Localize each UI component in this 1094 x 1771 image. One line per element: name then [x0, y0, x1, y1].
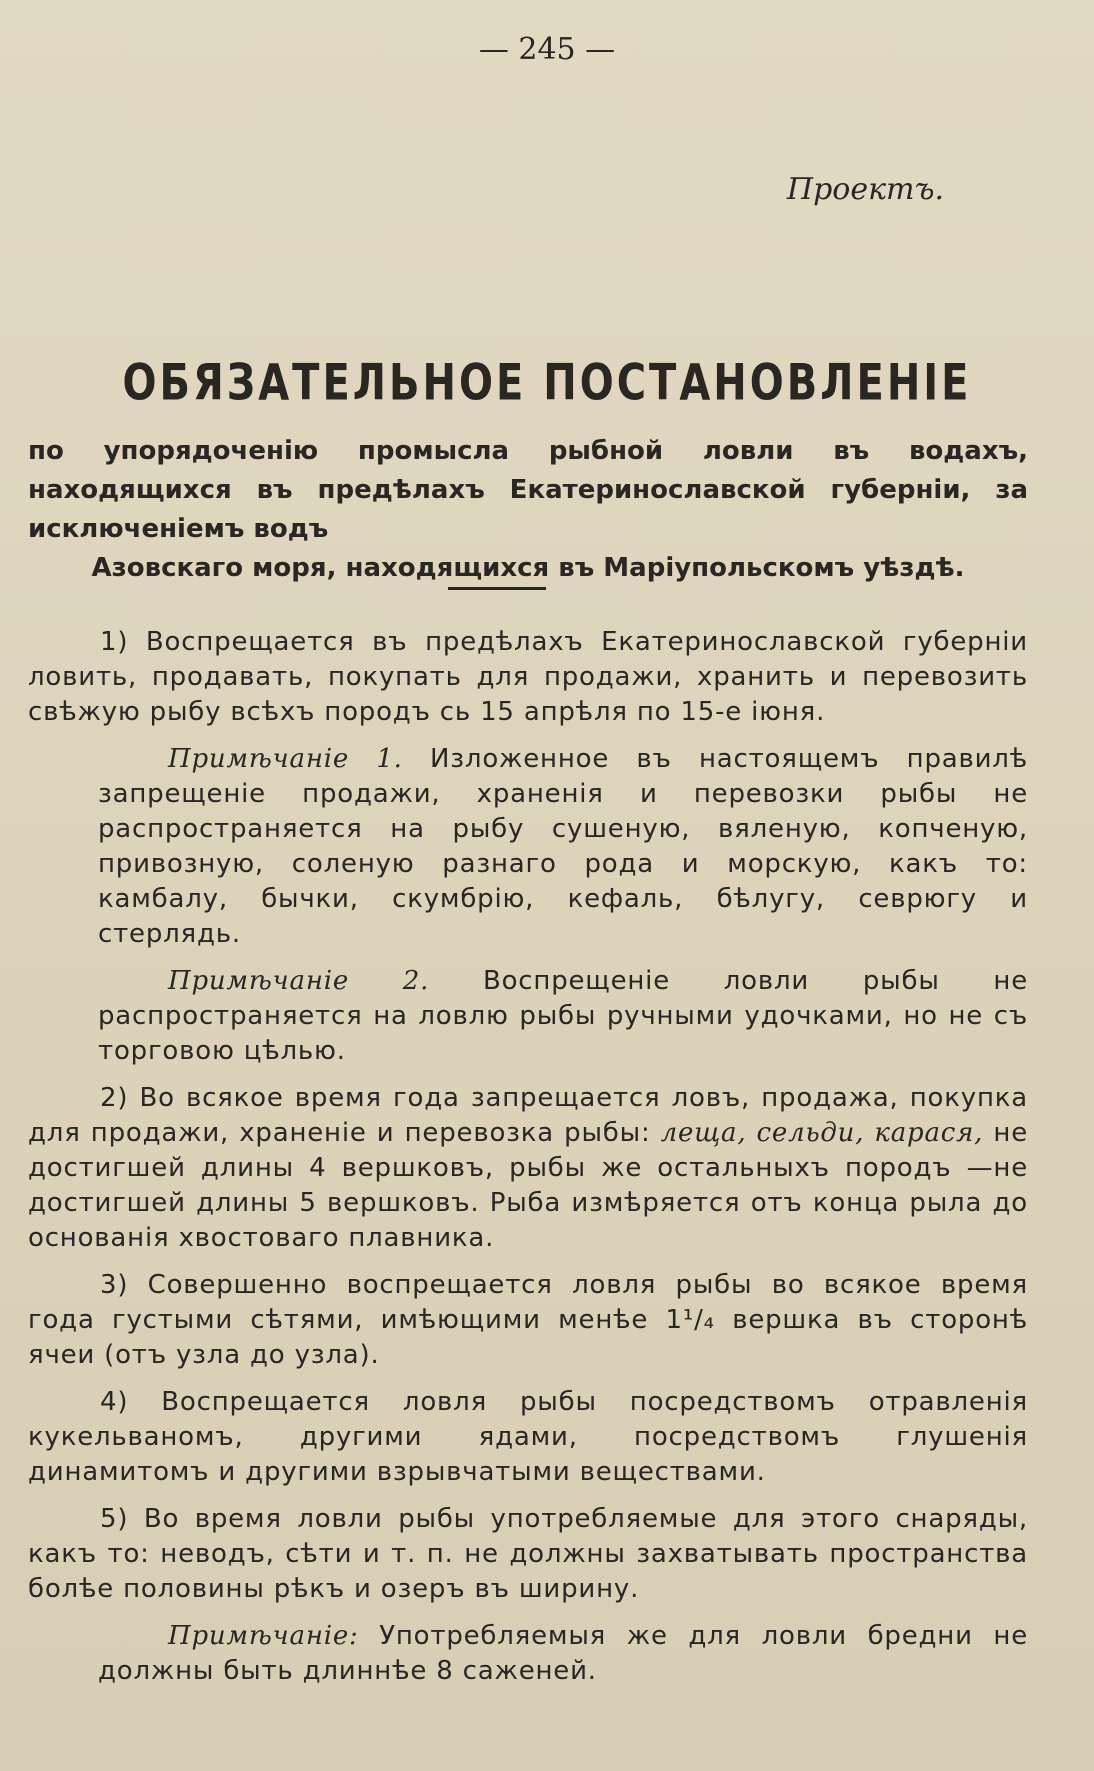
paragraph-2-start: 2) Во всякое время года запрещается ловъ, продажа, покупка для продажи, храненіе и перевозка рыбы: [28, 1083, 1028, 1148]
document-body [28, 625, 1028, 1701]
page-number: — 245 — [478, 32, 616, 67]
paragraph-2-fish: леща, сельди, карася, [660, 1118, 984, 1148]
note-2 [98, 964, 1028, 1069]
paragraph-3: 3) Совершенно воспрещается ловля рыбы во всякое время года густыми сѣтями, имѣющими менѣе 1¹/₄ вершка въ сторонѣ ячеи (отъ узла до узла). [28, 1270, 1028, 1370]
note-2-text: Воспрещеніе ловли рыбы не распространяется на ловлю рыбы ручными удочками, но не съ торговою цѣлью. [98, 966, 1028, 1066]
paragraph-2 [28, 1081, 1028, 1256]
document-subtitle [28, 432, 1028, 588]
paragraph-5: 5) Во время ловли рыбы употребляемые для этого снаряды, какъ то: неводъ, сѣти и т. п. не должны захватывать пространства болѣе половины рѣкъ и озеръ въ ширину. [28, 1504, 1028, 1604]
note-1-text: Изложенное въ настоящемъ правилѣ запрещеніе продажи, храненія и перевозки рыбы не распространяется на рыбу сушеную, вяленую, копченую, привозную, соленую разнаго рода и морскую, какъ то: камбалу, бычки, скумбрію, кефаль, бѣлугу, севрюгу и стерлядь. [98, 744, 1028, 949]
draft-label: Проектъ. [786, 172, 944, 207]
subtitle-text: по упорядоченію промысла рыбной ловли въ водахъ, находящихся въ предѣлахъ Екатеринославской губерніи, за исключеніемъ водъ [28, 436, 1028, 544]
note-1 [98, 742, 1028, 952]
document-title: ОБЯЗАТЕЛЬНОЕ ПОСТАНОВЛЕНІЕ [122, 354, 972, 412]
note-3-text: Употребляемыя же для ловли бредни не должны быть длиннѣе 8 саженей. [98, 1621, 1028, 1686]
paragraph-4: 4) Воспрещается ловля рыбы посредствомъ отравленія кукельваномъ, другими ядами, посредствомъ глушенія динамитомъ и другими взрывчатыми веществами. [28, 1387, 1028, 1487]
note-3-label: Примѣчаніе: [168, 1621, 359, 1651]
title-divider [448, 587, 546, 590]
subtitle-last-line: Азовскаго моря, находящихся въ Маріупольскомъ уѣздѣ. [91, 553, 965, 583]
note-2-label: Примѣчаніе 2. [168, 966, 430, 996]
note-1-label: Примѣчаніе 1. [168, 744, 403, 774]
paragraph-1: 1) Воспрещается въ предѣлахъ Екатеринославской губерніи ловить, продавать, покупать для продажи, хранить и перевозить свѣжую рыбу всѣхъ породъ сь 15 апрѣля по 15-е іюня. [28, 627, 1028, 727]
note-3 [98, 1619, 1028, 1689]
paragraph-2-end: не достигшей длины 4 вершковъ, рыбы же остальныхъ породъ —не достигшей длины 5 вершковъ. Рыба измѣряется отъ конца рыла до основанія хвостоваго плавника. [28, 1118, 1028, 1253]
